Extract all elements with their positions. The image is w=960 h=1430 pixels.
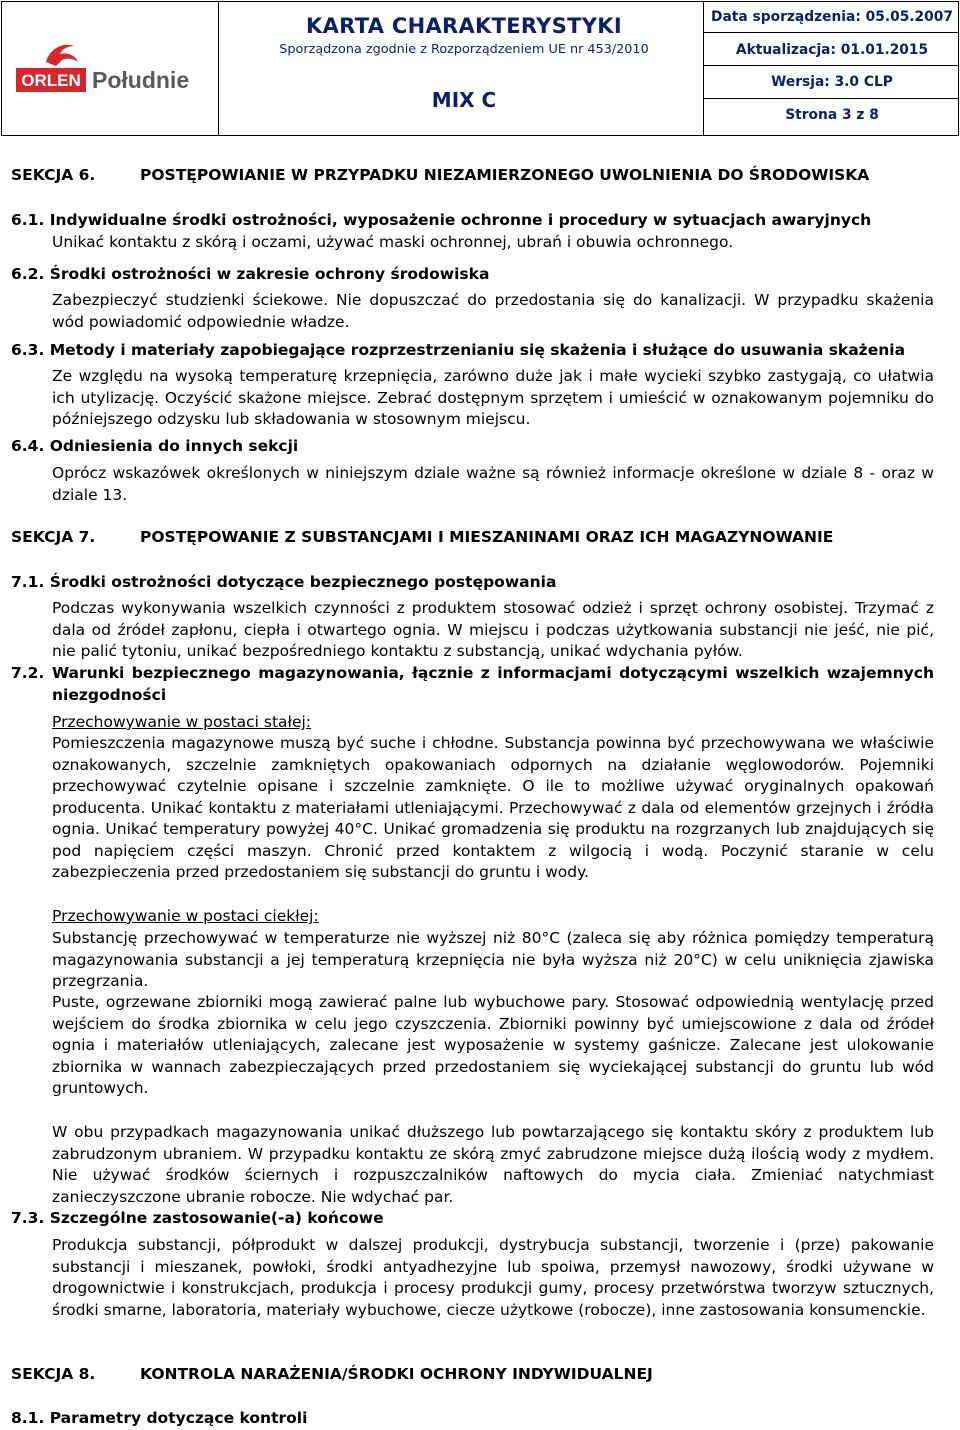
heading-8-1: 8.1. Parametry dotyczące kontroli [11,1409,308,1427]
liquid-storage-text-1: Substancję przechowywać w temperaturze nie wyższej niż 80°C (zaleca się aby różnica pomiędzy temperaturą magazynowania substancji a jej temperaturą krzepnięcia nie była wyższa niż 20°C) w celu uniknięcia zjawiska przegrzania. [52,929,934,990]
section-7-title: POSTĘPOWANIE Z SUBSTANCJAMI I MIESZANINAMI ORAZ ICH MAGAZYNOWANIE [140,528,834,546]
text-6-2: Zabezpieczyć studzienki ściekowe. Nie dopuszczać do przedostania się do kanalizacji. W przypadku skażenia wód powiadomić odpowiednie władze. [52,291,934,331]
text-6-3: Ze względu na wysoką temperaturę krzepnięcia, zarówno duże jak i małe wycieki szybko zastygają, co ułatwia ich utylizację. Oczyścić skażone miejsce. Zebrać dostępnym sprzętem i umieścić w oznakowanym pojemniku do późniejszego odzysku lub składowania w stosownym miejscu. [52,367,934,428]
liquid-storage-label: Przechowywanie w postaci ciekłej: [52,907,319,925]
section-8-number: SEKCJA 8. [11,1365,96,1383]
heading-6-2: 6.2. Środki ostrożności w zakresie ochrony środowiska [11,265,490,283]
section-6-title: POSTĘPOWIANIE W PRZYPADKU NIEZAMIERZONEGO UWOLNIENIA DO ŚRODOWISKA [140,166,870,184]
heading-6-1: 6.1. Indywidualne środki ostrożności, wyposażenie ochronne i procedury w sytuacjach awaryjnych [11,211,872,229]
heading-7-3: 7.3. Szczególne zastosowanie(-a) końcowe [11,1209,384,1227]
both-storage-text: W obu przypadkach magazynowania unikać dłuższego lub powtarzającego się kontaktu skóry z produktem lub zabrudzonym ubraniem. W przypadku kontaktu ze skórą zmyć zabrudzone miejsce dużą ilością wody z mydłem. Nie używać środków ściernych i rozpuszczalników naftowych do mycia ciała. Zmieniać natychmiast zanieczyszczone ubranie robocze. Nie wdychać par. [52,1123,934,1206]
product-name: MIX C [431,88,497,112]
text-7-3: Produkcja substancji, półprodukt w dalszej produkcji, dystrybucja substancji, tworzenie i (prze) pakowanie substancji i mieszanek, powłoki, środki antyadhezyjne lub spoiwa, przemysł nawozowy, środki używane w drogownictwie i konstrukcjach, produkcja i procesy produkcji gumy, procesy przetwórstwa tworzyw sztucznych, środki smarne, laboratoria, materiały wybuchowe, ciecze użytkowe (robocze), inne zastosowania konsumenckie. [52,1236,934,1319]
text-6-4: Oprócz wskazówek określonych w niniejszym dziale ważne są również informacje określone w dziale 8 - oraz w dziale 13. [52,464,934,504]
document-header [1,1,959,136]
solid-storage-label: Przechowywanie w postaci stałej: [52,713,312,731]
svg-text:Południe: Południe [92,67,190,93]
orlen-logo [16,40,216,96]
text-6-1: Unikać kontaktu z skórą i oczami, używać maski ochronnej, ubrań i obuwia ochronnego. [52,233,734,251]
heading-7-2-number: 7.2. [11,664,45,682]
section-7-number: SEKCJA 7. [11,528,96,546]
date-created: Data sporządzenia: 05.05.2007 [711,9,953,25]
text-7-1: Podczas wykonywania wszelkich czynności z produktem stosować odzież i sprzęt ochrony osobistej. Trzymać z dala od źródeł zapłonu, ciepła i otwartego ognia. W miejscu i podczas użytkowania substancji nie jeść, nie pić, nie palić tytoniu, unikać bezpośredniego kontaktu z substancją, unikać wdychania pyłów. [52,599,934,660]
section-8-title: KONTROLA NARAŻENIA/ŚRODKI OCHRONY INDYWIDUALNEJ [140,1365,653,1383]
heading-7-2: Warunki bezpiecznego magazynowania, łącznie z informacjami dotyczącymi wszelkich wzajemnych niezgodności [52,664,934,704]
version: Wersja: 3.0 CLP [771,74,893,90]
svg-text:ORLEN: ORLEN [21,71,81,90]
document-title: KARTA CHARAKTERYSTYKI [306,14,622,38]
eagle-icon [46,45,78,66]
heading-7-1: 7.1. Środki ostrożności dotyczące bezpiecznego postępowania [11,573,557,591]
liquid-storage-text-2: Puste, ogrzewane zbiorniki mogą zawierać palne lub wybuchowe pary. Stosować odpowiednią wentylację przed wejściem do środka zbiornika w celu jego czyszczenia. Zbiorniki powinny być umiejscowione z dala od źródeł ognia i materiałów utleniających, zalecane jest wyposażenie w systemy gaśnicze. Zalecane jest ulokowanie zbiornika w wannach zabezpieczających przed przedostaniem się wyciekającej substancji do gruntu lub wód gruntowych. [52,993,934,1097]
heading-6-3: 6.3. Metody i materiały zapobiegające rozprzestrzenianiu się skażenia i służące do usuwania skażenia [11,341,906,359]
document-subtitle: Sporządzona zgodnie z Rozporządzeniem UE nr 453/2010 [279,42,649,57]
heading-6-4: 6.4. Odniesienia do innych sekcji [11,437,299,455]
solid-storage-text: Pomieszczenia magazynowe muszą być suche i chłodne. Substancja powinna być przechowywana we właściwie oznakowanych, szczelnie zamkniętych opakowaniach odpornych na działanie węglowodorów. Pojemniki przechowywać czytelnie opisane i szczelnie zamknięte. O ile to możliwe używać oryginalnych opakowań producenta. Unikać kontaktu z materiałami utleniającymi. Przechowywać z dala od elementów grzejnych i źródła ognia. Unikać temperatury powyżej 40°C. Unikać gromadzenia się produktu na rozgrzanych lub znajdujących się pod napięciem części maszyn. Chronić przed kontaktem z wilgocią i wodą. Poczynić staranie w celu zabezpieczenia przed przedostaniem się substancji do gruntu i wody. [52,734,934,881]
update-date: Aktualizacja: 01.01.2015 [735,42,929,58]
section-6-number: SEKCJA 6. [11,166,96,184]
page-number: Strona 3 z 8 [785,107,879,123]
